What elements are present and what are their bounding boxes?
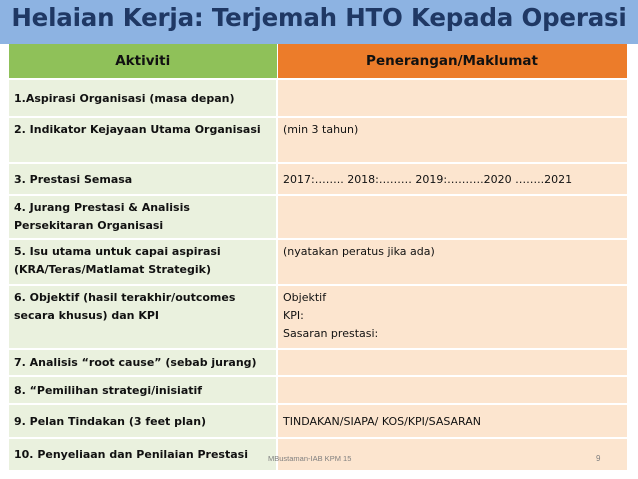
table-row xyxy=(9,404,627,438)
activity-cell: 6. Objektif (hasil terakhir/outcomes secara khusus) dan KPI xyxy=(9,285,277,349)
table-row xyxy=(9,239,627,285)
activity-cell: 1.Aspirasi Organisasi (masa depan) xyxy=(9,79,277,117)
info-cell: (min 3 tahun) xyxy=(277,117,627,163)
table-row xyxy=(9,117,627,163)
activity-cell: 3. Prestasi Semasa xyxy=(9,163,277,195)
info-cell: (nyatakan peratus jika ada) xyxy=(277,239,627,285)
info-line-kpi: KPI: xyxy=(283,309,304,322)
table-row xyxy=(9,285,627,349)
header-activity: Aktiviti xyxy=(9,44,277,79)
page-title: Helaian Kerja: Terjemah HTO Kepada Operasi xyxy=(11,3,627,32)
info-cell xyxy=(277,195,627,239)
info-line-sasaran: Sasaran prestasi: xyxy=(283,327,379,340)
info-cell xyxy=(277,349,627,376)
header-info: Penerangan/Maklumat xyxy=(277,44,627,79)
table-header-row xyxy=(9,44,627,79)
info-cell xyxy=(277,376,627,404)
info-line-objektif: Objektif xyxy=(283,291,327,304)
info-cell xyxy=(277,79,627,117)
activity-cell: 10. Penyeliaan dan Penilaian Prestasi xyxy=(9,438,277,470)
worksheet-table xyxy=(9,44,628,470)
info-cell: 2017:…….. 2018:……… 2019:……….2020 ……..2021 xyxy=(277,163,627,195)
activity-cell: 8. “Pemilihan strategi/inisiatif xyxy=(9,376,277,404)
activity-cell: 5. Isu utama untuk capai aspirasi (KRA/Teras/Matlamat Strategik) xyxy=(9,239,277,285)
table-row xyxy=(9,79,627,117)
activity-cell: 2. Indikator Kejayaan Utama Organisasi xyxy=(9,117,277,163)
page-number: 9 xyxy=(596,454,601,463)
footer-source: MBustaman-IAB KPM 15 xyxy=(268,454,352,463)
table-row xyxy=(9,349,627,376)
info-cell: TINDAKAN/SIAPA/ KOS/KPI/SASARAN xyxy=(277,404,627,438)
table-row xyxy=(9,163,627,195)
activity-cell: 7. Analisis “root cause” (sebab jurang) xyxy=(9,349,277,376)
activity-cell: 9. Pelan Tindakan (3 feet plan) xyxy=(9,404,277,438)
activity-cell: 4. Jurang Prestasi & Analisis Persekitaran Organisasi xyxy=(9,195,277,239)
table-row xyxy=(9,376,627,404)
table-row xyxy=(9,195,627,239)
info-cell xyxy=(277,285,627,349)
